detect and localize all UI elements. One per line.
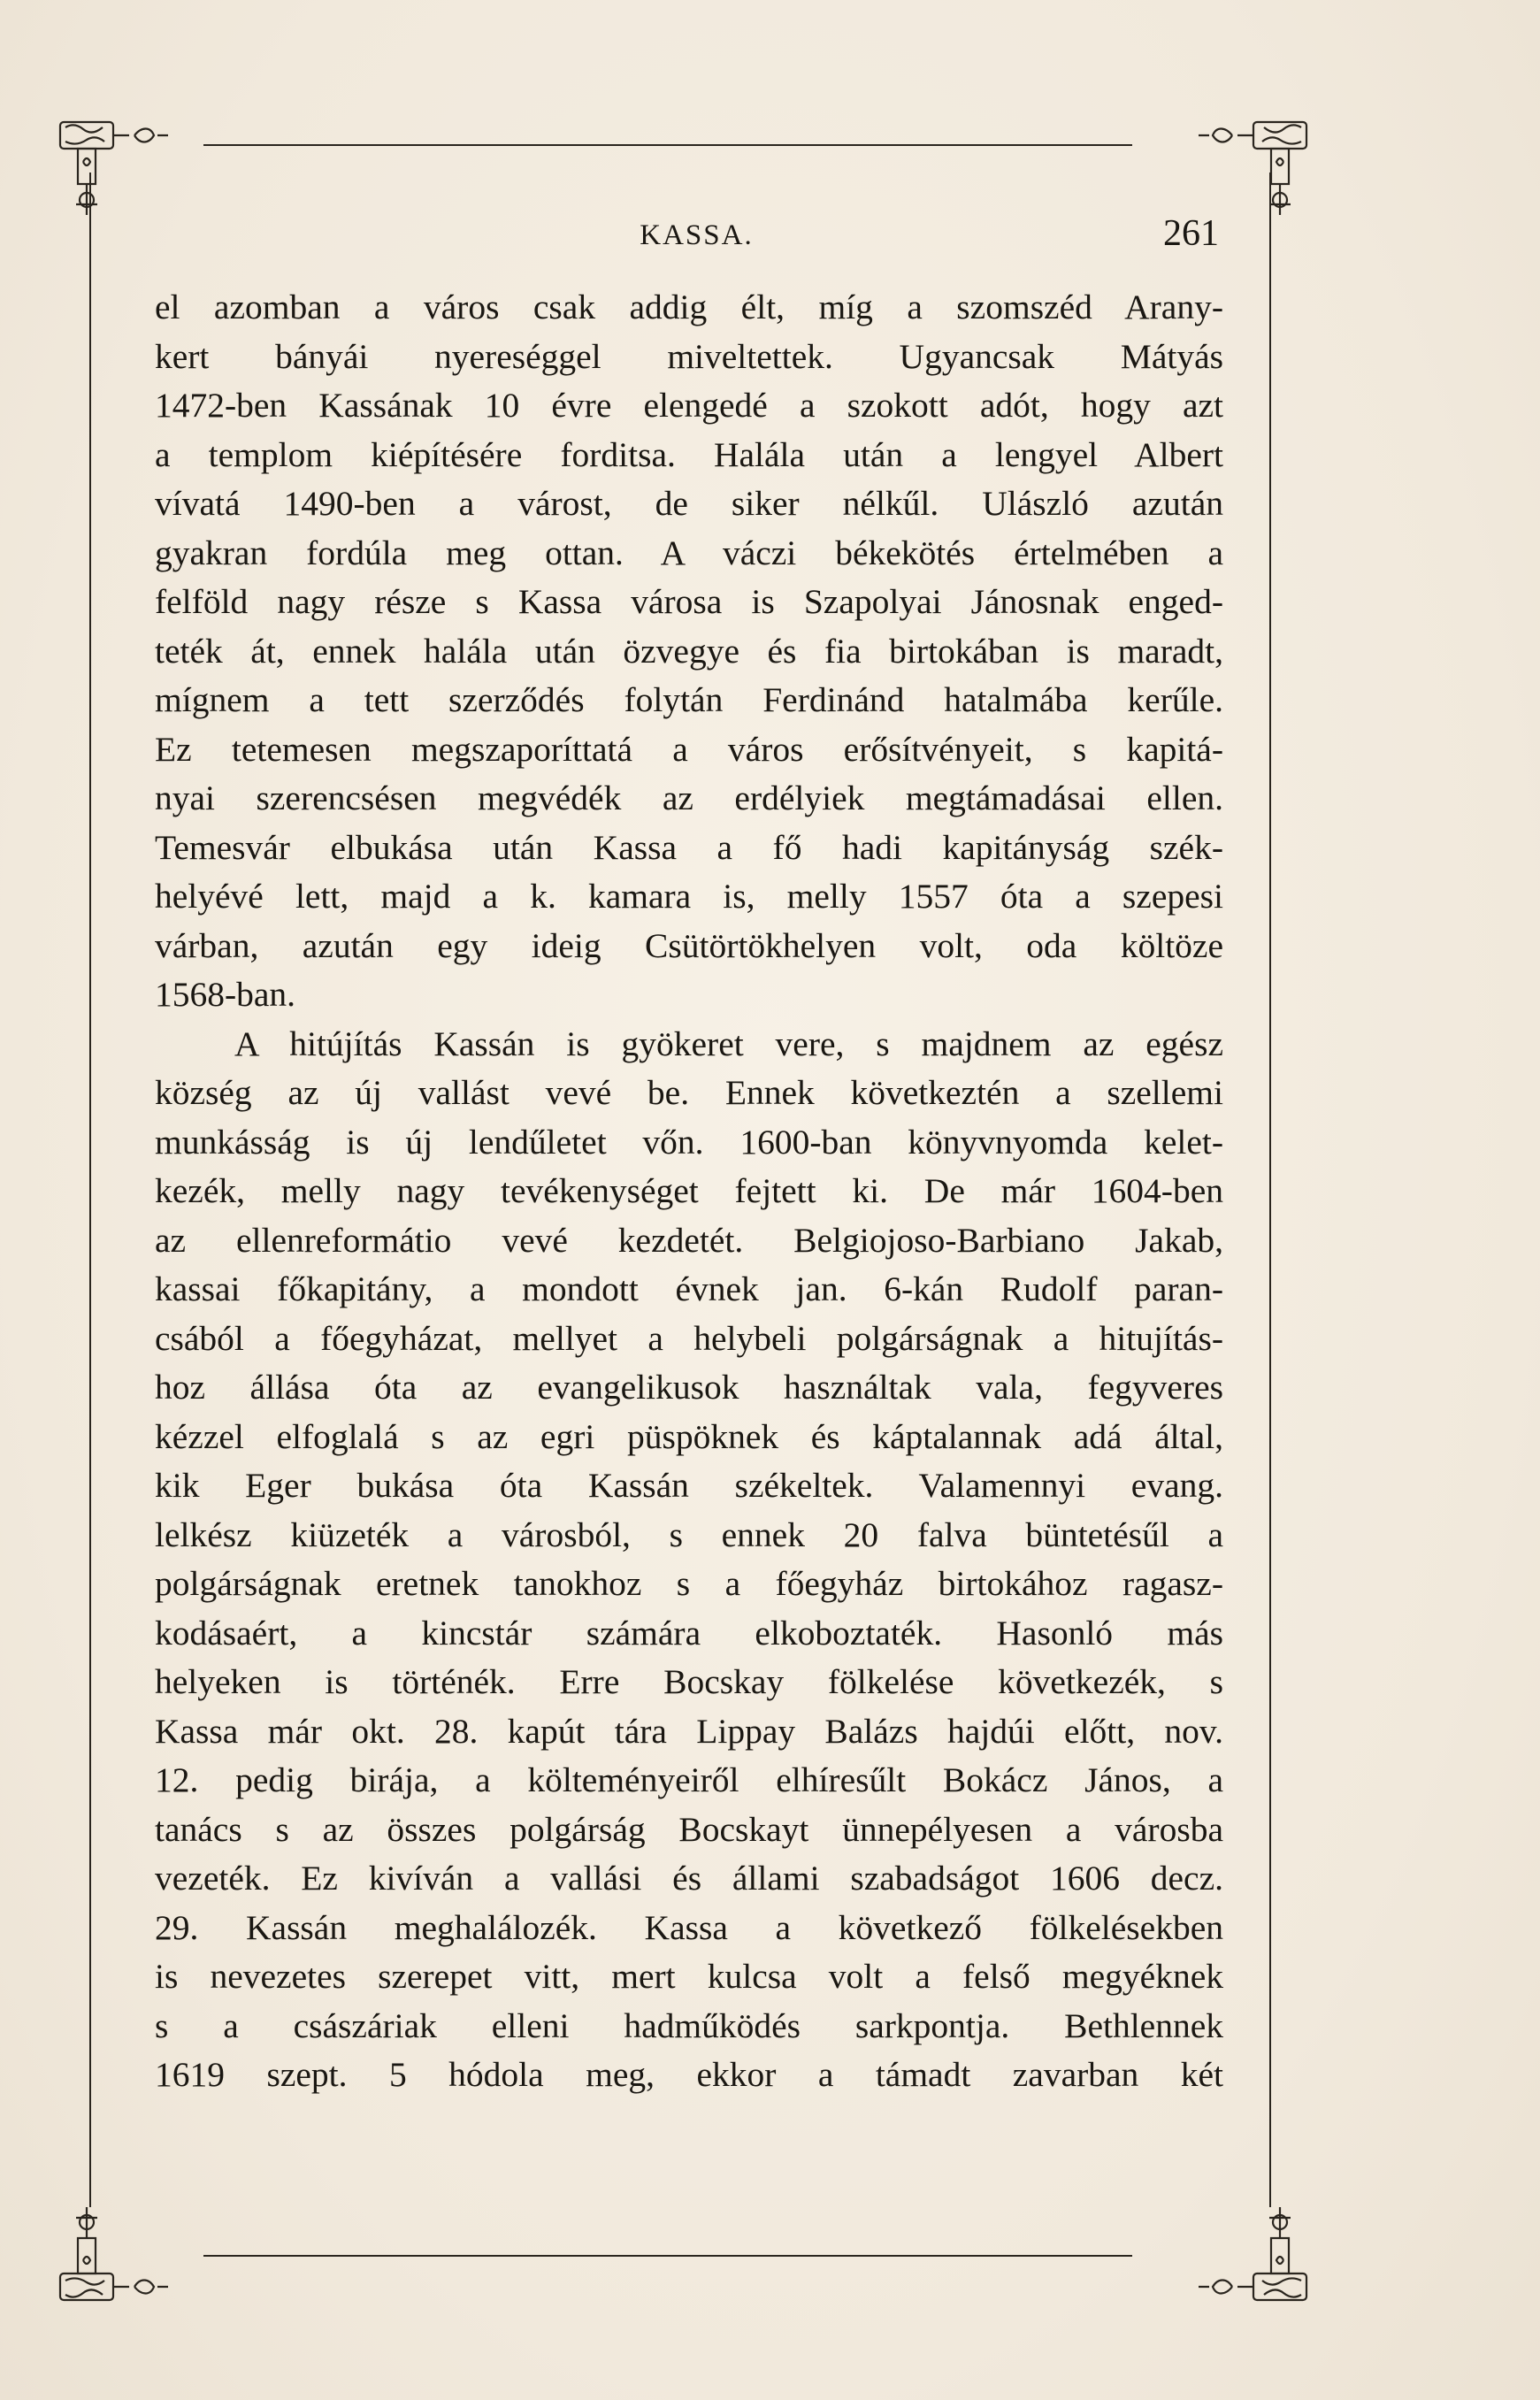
text-line: 12. pedig birája, a költeményeiről elhíresűlt Bokácz János, a [155, 1760, 1223, 1799]
border-left-rule [89, 173, 91, 2207]
body-text [155, 283, 1223, 2100]
corner-ornament-bottom-right-icon [1199, 2194, 1314, 2309]
text-line: várban, azután egy ideig Csütörtökhelyen volt, oda költöze [155, 925, 1223, 965]
text-line: Kassa már okt. 28. kapút tára Lippay Balázs hajdúi előtt, nov. [155, 1711, 1223, 1751]
text-line: nyai szerencsésen megvédék az erdélyiek megtámadásai ellen. [155, 778, 1223, 817]
paragraph-1 [155, 283, 1223, 1020]
text-line: kassai főkapitány, a mondott évnek jan. 6-kán Rudolf paran- [155, 1269, 1223, 1308]
text-line: teték át, ennek halála után özvegye és fia birtokában is maradt, [155, 631, 1223, 671]
text-line: hoz állása óta az evangelikusok használtak vala, fegyveres [155, 1368, 1223, 1407]
text-line: az ellenreformátio vevé kezdetét. Belgiojoso-Barbiano Jakab, [155, 1220, 1223, 1260]
text-line: 1472-ben Kassának 10 évre elengedé a szokott adót, hogy azt [155, 386, 1223, 425]
text-line: vívatá 1490-ben a várost, de siker nélkűl. Ulászló azután [155, 484, 1223, 523]
text-line: helyeken is történék. Erre Bocskay fölkelése következék, s [155, 1662, 1223, 1701]
text-line: vezeték. Ez kivíván a vallási és állami szabadságot 1606 decz. [155, 1859, 1223, 1898]
page-number: 261 [1163, 213, 1219, 254]
corner-ornament-top-left-icon [53, 113, 168, 228]
border-bottom-rule [203, 2255, 1132, 2257]
text-line: 1619 szept. 5 hódola meg, ekkor a támadt zavarban két [155, 2055, 1223, 2094]
border-top-rule [203, 144, 1132, 146]
text-line: Ez tetemesen megszaporíttatá a város erősítvényeit, s kapitá- [155, 729, 1223, 769]
running-title: KASSA. [640, 219, 754, 251]
paragraph-2 [155, 1020, 1223, 2100]
border-right-rule [1269, 173, 1271, 2207]
text-line: helyévé lett, majd a k. kamara is, melly 1557 óta a szepesi [155, 877, 1223, 916]
text-line: kert bányái nyereséggel miveltettek. Ugyancsak Mátyás [155, 336, 1223, 376]
text-line: tanács s az összes polgárság Bocskayt ünnepélyesen a városba [155, 1809, 1223, 1849]
text-line: A hitújítás Kassán is gyökeret vere, s majdnem az egész [234, 1024, 1223, 1063]
text-line: község az új vallást vevé be. Ennek következtén a szellemi [155, 1073, 1223, 1112]
running-head [155, 212, 1238, 265]
text-line: a templom kiépítésére forditsa. Halála után a lengyel Albert [155, 434, 1223, 474]
text-line: felföld nagy része s Kassa városa is Szapolyai Jánosnak enged- [155, 582, 1223, 621]
text-line: Temesvár elbukása után Kassa a fő hadi kapitányság szék- [155, 827, 1223, 867]
text-line: is nevezetes szerepet vitt, mert kulcsa volt a felső megyéknek [155, 1957, 1223, 1996]
text-line: gyakran fordúla meg ottan. A váczi békekötés értelmében a [155, 533, 1223, 572]
text-line: 29. Kassán meghalálozék. Kassa a következő fölkelésekben [155, 1907, 1223, 1947]
text-line: 1568-ban. [155, 975, 296, 1014]
text-line: munkásság is új lendűletet vőn. 1600-ban könyvnyomda kelet- [155, 1122, 1223, 1162]
text-line: el azomban a város csak addig élt, míg a szomszéd Arany- [155, 288, 1223, 326]
text-line: s a császáriak elleni hadműködés sarkpontja. Bethlennek [155, 2005, 1223, 2045]
text-line: lelkész kiüzeték a városból, s ennek 20 falva büntetésűl a [155, 1514, 1223, 1554]
text-line: csából a főegyházat, mellyet a helybeli polgárságnak a hitujítás- [155, 1318, 1223, 1358]
corner-ornament-top-right-icon [1199, 113, 1314, 228]
corner-ornament-bottom-left-icon [53, 2194, 168, 2309]
text-line: polgárságnak eretnek tanokhoz s a főegyház birtokához ragasz- [155, 1564, 1223, 1603]
text-line: kezék, melly nagy tevékenységet fejtett ki. De már 1604-ben [155, 1171, 1223, 1210]
text-line: kézzel elfoglalá s az egri püspöknek és káptalannak adá által, [155, 1416, 1223, 1456]
text-line: mígnem a tett szerződés folytán Ferdinánd hatalmába kerűle. [155, 680, 1223, 719]
text-line: kik Eger bukása óta Kassán székeltek. Valamennyi evang. [155, 1466, 1223, 1505]
text-line: kodásaért, a kincstár számára elkoboztaték. Hasonló más [155, 1613, 1223, 1652]
